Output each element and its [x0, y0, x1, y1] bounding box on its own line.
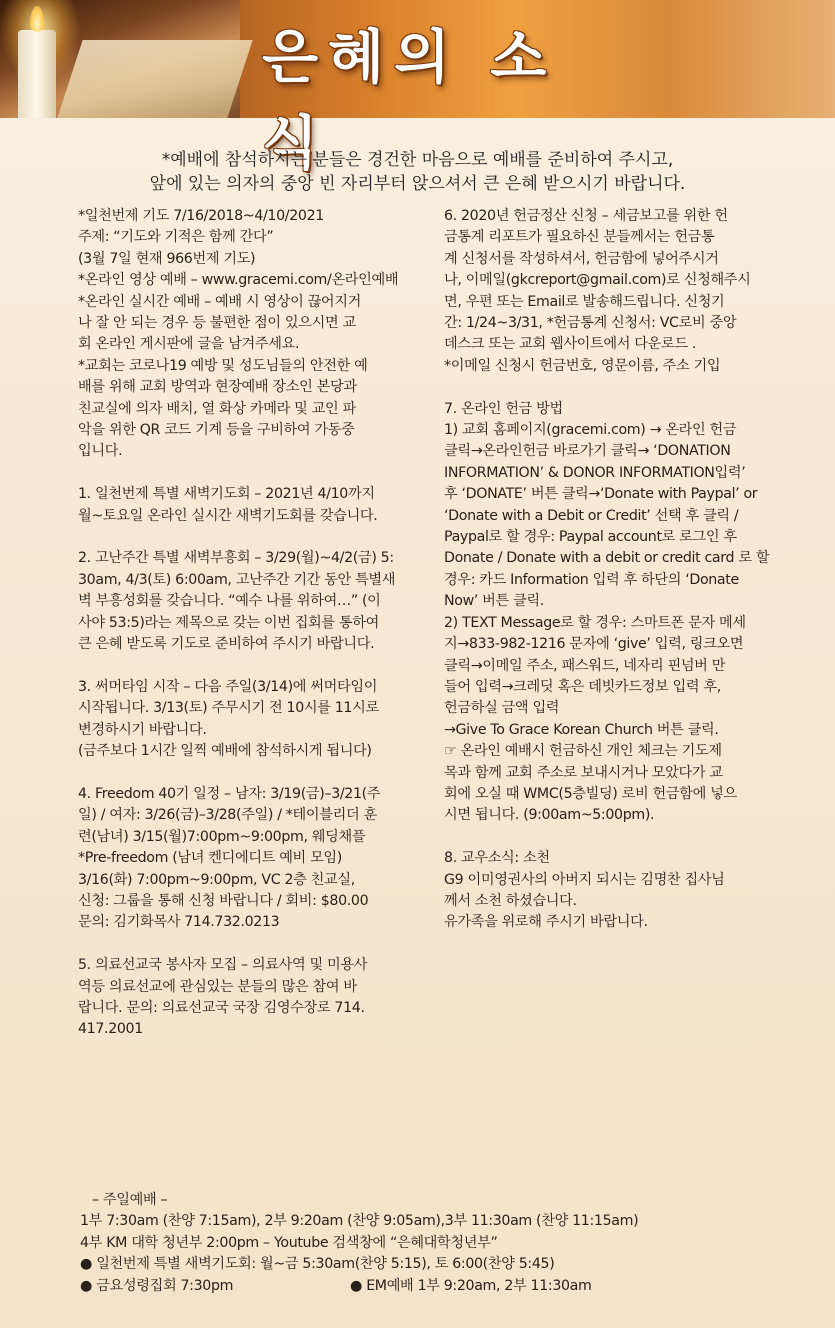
left-column-line: 악을 위한 QR 코드 기계 등을 구비하여 가동중 [78, 422, 355, 439]
left-column-line: 3/16(화) 7:00pm~9:00pm, VC 2층 친교실, [78, 871, 355, 888]
worship-notice [0, 148, 835, 196]
left-column-line: 사야 53:5)라는 제목으로 갖는 이번 집회를 통하여 [78, 614, 379, 631]
right-column-line: 데스크 또는 교회 웹사이트에서 다운로드 . [444, 336, 696, 353]
schedule-line: 4부 KM 대학 청년부 2:00pm – Youtube 검색창에 “은혜대학청년부” [80, 1234, 498, 1251]
paragraph-gap [78, 934, 432, 955]
left-column-line: 회 온라인 게시판에 글을 남겨주세요. [78, 336, 300, 353]
right-column-line: 헌금하실 금액 입력 [444, 700, 560, 717]
paragraph-gap [78, 527, 432, 548]
right-column-line: 들어 입력→크레딧 혹은 데빗카드정보 입력 후, [444, 678, 721, 695]
left-column-line: 1. 일천번제 특별 새벽기도회 – 2021년 4/10까지 [78, 486, 375, 503]
notice-line: *예배에 참석하시는 분들은 경건한 마음으로 예배를 준비하여 주시고, [161, 150, 674, 170]
flame-icon [30, 6, 44, 32]
left-column-line: 벽 부흥성회를 갖습니다. “예수 나를 위하여…” (이 [78, 593, 381, 610]
candle-icon [18, 30, 56, 118]
paragraph-gap [444, 827, 800, 848]
em-service: ● EM예배 1부 9:20am, 2부 11:30am [350, 1277, 592, 1294]
left-column-line: 랍니다. 문의: 의료선교국 국장 김영수장로 714. [78, 999, 365, 1016]
right-column-line: 8. 교우소식: 소천 [444, 850, 550, 867]
left-column-line: 월~토요일 온라인 실시간 새벽기도회를 갖습니다. [78, 507, 378, 524]
left-column [78, 206, 432, 1041]
right-column-line: 7. 온라인 헌금 방법 [444, 400, 563, 417]
left-column-line: 주제: “기도와 기적은 함께 간다” [78, 229, 274, 246]
left-column-line: 큰 은혜 받도록 기도로 준비하여 주시기 바랍니다. [78, 636, 375, 653]
right-column-line: 회에 오실 때 WMC(5층빌딩) 로비 헌금함에 넣으 [444, 785, 737, 802]
left-column-line: (3월 7일 현재 966번제 기도) [78, 250, 256, 267]
schedule-heading: – 주일예배 – [92, 1192, 168, 1208]
right-column-line: 후 ‘DONATE’ 버튼 클릭→‘Donate with Paypal’ or [444, 486, 758, 503]
right-column-line: 께서 소천 하셨습니다. [444, 892, 577, 909]
right-column-line: 경우: 카드 Information 입력 후 하단의 ‘Donate [444, 571, 739, 588]
left-column-line: 변경하시기 바랍니다. [78, 721, 207, 738]
right-column-line: G9 이미영권사의 아버지 되시는 김명찬 집사님 [444, 871, 725, 888]
right-column-line: 지→833-982-1216 문자에 ‘give’ 입력, 링크오면 [444, 636, 744, 653]
friday-service: ● 금요성령집회 7:30pm [80, 1277, 234, 1294]
left-column-line: *교회는 코로나19 예방 및 성도님들의 안전한 예 [78, 357, 368, 374]
right-column-line: ☞ 온라인 예배시 헌금하신 개인 체크는 기도제 [444, 743, 722, 760]
left-column-line: *Pre-freedom (남녀 켄디에디트 예비 모임) [78, 850, 342, 867]
left-column-line: 나 잘 안 되는 경우 등 불편한 점이 있으시면 교 [78, 315, 356, 332]
right-column-line: 계 신청서를 작성하셔서, 헌금함에 넣어주시거 [444, 250, 719, 267]
right-column [444, 206, 800, 934]
right-column-line: Donate / Donate with a debit or credit card 로 할 [444, 550, 770, 567]
left-column-line: 문의: 김기화목사 714.732.0213 [78, 914, 280, 931]
schedule-line: 1부 7:30am (찬양 7:15am), 2부 9:20am (찬양 9:05am),3부 11:30am (찬양 11:15am) [80, 1213, 639, 1230]
paragraph-gap [78, 656, 432, 677]
right-column-line: 클릭→온라인헌금 바로가기 클릭→ ‘DONATION [444, 443, 731, 460]
page-title: 은혜의 소식 [262, 23, 557, 177]
left-column-line: 입니다. [78, 443, 123, 460]
left-column-line: 시작됩니다. 3/13(토) 주무시기 전 10시를 11시로 [78, 700, 379, 717]
right-column-line: 간: 1/24~3/31, *헌금통계 신청서: VC로비 중앙 [444, 315, 737, 332]
left-column-line: *온라인 실시간 예배 – 예배 시 영상이 끊어지거 [78, 293, 361, 310]
right-column-line: ‘Donate with a Debit or Credit’ 선택 후 클릭 / [444, 507, 739, 524]
left-column-line: 배를 위해 교회 방역과 현장예배 장소인 본당과 [78, 379, 357, 396]
open-bible-icon [57, 40, 252, 118]
left-column-line: 련(남녀) 3/15(월)7:00pm~9:00pm, 웨딩채플 [78, 828, 366, 845]
left-column-line: *일천번제 기도 7/16/2018~4/10/2021 [78, 208, 324, 224]
paragraph-gap [78, 463, 432, 484]
right-column-line: Paypal로 할 경우: Paypal account로 로그인 후 [444, 529, 737, 546]
paragraph-gap [78, 763, 432, 784]
paragraph-gap [444, 377, 800, 398]
left-column-line: (금주보다 1시간 일찍 예배에 참석하시게 됩니다) [78, 743, 372, 760]
left-column-line: 친교실에 의자 배치, 열 화상 카메라 및 교인 파 [78, 400, 356, 417]
right-column-line: 목과 함께 교회 주소로 보내시거나 모았다가 교 [444, 764, 723, 781]
right-column-line: 나, 이메일(gkcreport@gmail.com)로 신청해주시 [444, 272, 751, 289]
schedule-line [80, 1276, 800, 1297]
left-column-line: 4. Freedom 40기 일정 – 남자: 3/19(금)–3/21(주 [78, 785, 381, 802]
candle-bible-photo [0, 0, 240, 118]
left-column-line: 신청: 그룹을 통해 신청 바랍니다 / 회비: $80.00 [78, 892, 369, 909]
right-column-line: 유가족을 위로해 주시기 바랍니다. [444, 914, 648, 931]
right-column-line: →Give To Grace Korean Church 버튼 클릭. [444, 721, 719, 738]
right-column-line: 2) TEXT Message로 할 경우: 스마트폰 문자 메세 [444, 614, 746, 631]
right-column-line: *이메일 신청시 헌금번호, 영문이름, 주소 기입 [444, 357, 721, 374]
schedule-line: ● 일천번제 특별 새벽기도회: 월~금 5:30am(찬양 5:15), 토 6:00(찬양 5:45) [80, 1256, 555, 1273]
left-column-line: *온라인 영상 예배 – www.gracemi.com/온라인예배 [78, 272, 399, 289]
right-column-line: 클릭→이메일 주소, 패스워드, 네자리 핀넘버 만 [444, 657, 726, 674]
right-column-line: Now’ 버튼 클릭. [444, 593, 544, 610]
right-column-line: 6. 2020년 헌금정산 신청 – 세금보고를 위한 헌 [444, 208, 728, 224]
right-column-line: 시면 됩니다. (9:00am~5:00pm). [444, 807, 655, 824]
left-column-line: 3. 써머타임 시작 – 다음 주일(3/14)에 써머타임이 [78, 678, 378, 695]
worship-schedule-footer [80, 1190, 800, 1297]
left-column-line: 2. 고난주간 특별 새벽부흥회 – 3/29(월)~4/2(금) 5: [78, 550, 394, 567]
left-column-line: 역등 의료선교에 관심있는 분들의 많은 참여 바 [78, 978, 357, 995]
left-column-line: 417.2001 [78, 1021, 143, 1038]
right-column-line: 1) 교회 홈페이지(gracemi.com) → 온라인 헌금 [444, 422, 737, 439]
left-column-line: 일) / 여자: 3/26(금)–3/28(주일) / *테이블리더 훈 [78, 807, 377, 824]
notice-line: 앞에 있는 의자의 중앙 빈 자리부터 앉으셔서 큰 은혜 받으시기 바랍니다. [149, 174, 686, 194]
left-column-line: 30am, 4/3(토) 6:00am, 고난주간 기간 동안 특별새 [78, 571, 396, 588]
left-column-line: 5. 의료선교국 봉사자 모집 – 의료사역 및 미용사 [78, 957, 368, 974]
right-column-line: 면, 우편 또는 Email로 발송해드립니다. 신청기 [444, 293, 725, 310]
right-column-line: INFORMATION’ & DONOR INFORMATION입력’ [444, 464, 746, 481]
right-column-line: 금통계 리포트가 필요하신 분들께서는 헌금통 [444, 229, 715, 246]
